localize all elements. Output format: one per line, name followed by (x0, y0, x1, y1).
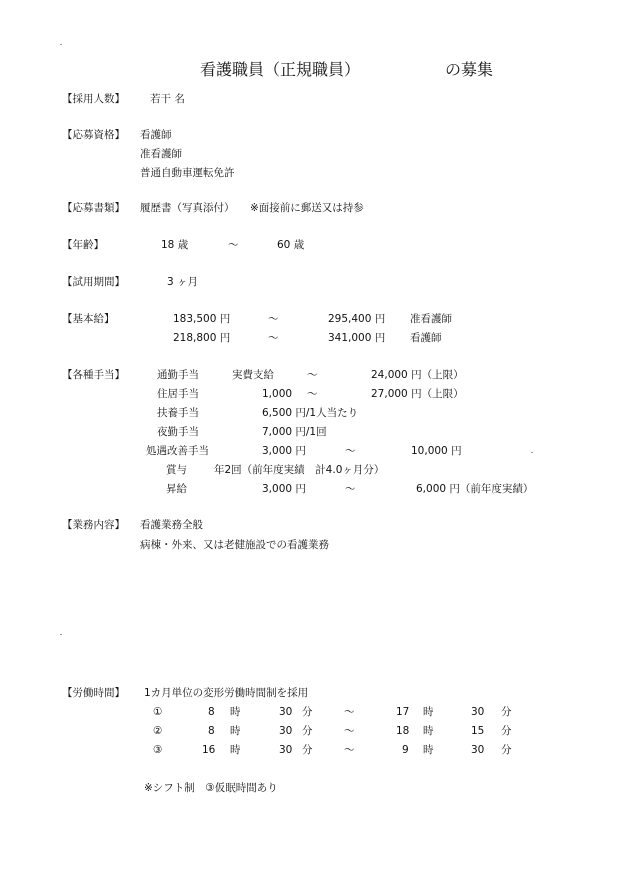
commute-allowance-tilde: ～ (307, 369, 318, 381)
shift-start-minute: 30 (279, 725, 293, 737)
shift-start-minute: 30 (279, 744, 293, 756)
allowances-label: 【各種手当】 (62, 369, 125, 381)
documents-note: ※面接前に郵送又は持参 (250, 202, 364, 214)
hours-note: ※シフト制 ③仮眠時間あり (144, 782, 278, 794)
base-salary-role: 看護師 (410, 332, 442, 344)
shift-number: ③ (153, 744, 163, 756)
shift-minute-unit: 分 (501, 744, 512, 756)
shift-tilde: ～ (344, 725, 355, 737)
shift-minute-unit: 分 (302, 725, 313, 737)
shift-number: ② (153, 725, 163, 737)
shift-hour-unit: 時 (230, 744, 241, 756)
base-salary-tilde: ～ (268, 313, 279, 325)
shift-end-hour: 17 (396, 706, 410, 718)
qualification-item: 普通自動車運転免許 (140, 167, 235, 179)
shift-hour-unit: 時 (423, 725, 434, 737)
improvement-allowance-name: 処遇改善手当 (146, 445, 209, 457)
dependent-allowance-value: 6,500 円/1人当たり (262, 407, 359, 419)
base-salary-tilde: ～ (268, 332, 279, 344)
scan-speck (531, 452, 533, 453)
night-allowance-value: 7,000 円/1回 (262, 426, 327, 438)
housing-allowance-name: 住居手当 (157, 388, 199, 400)
shift-hour-unit: 時 (423, 706, 434, 718)
qualification-label: 【応募資格】 (62, 129, 125, 141)
housing-allowance-tilde: ～ (307, 388, 318, 400)
probation-label: 【試用期間】 (62, 276, 125, 288)
age-to: 60 歳 (277, 239, 305, 251)
documents-label: 【応募書類】 (62, 202, 125, 214)
scan-speck (60, 634, 62, 635)
shift-hour-unit: 時 (230, 706, 241, 718)
improvement-allowance-to: 10,000 円 (411, 445, 462, 457)
shift-minute-unit: 分 (302, 744, 313, 756)
shift-end-minute: 30 (471, 706, 485, 718)
base-salary-role: 准看護師 (410, 313, 452, 325)
raise-name: 昇給 (166, 483, 187, 495)
age-from: 18 歳 (161, 239, 189, 251)
housing-allowance-max: 27,000 円（上限） (371, 388, 464, 400)
documents-value: 履歴書（写真添付） (140, 202, 235, 214)
duties-item: 病棟・外来、又は老健施設での看護業務 (140, 539, 329, 551)
qualification-item: 看護師 (140, 129, 172, 141)
commute-allowance-max: 24,000 円（上限） (371, 369, 464, 381)
bonus-name: 賞与 (166, 464, 187, 476)
improvement-allowance-tilde: ～ (345, 445, 356, 457)
shift-minute-unit: 分 (302, 706, 313, 718)
raise-from: 3,000 円 (262, 483, 306, 495)
shift-tilde: ～ (344, 744, 355, 756)
night-allowance-name: 夜勤手当 (157, 426, 199, 438)
recruit-count-label: 【採用人数】 (62, 93, 125, 105)
duties-item: 看護業務全般 (140, 519, 203, 531)
housing-allowance-from: 1,000 (262, 388, 293, 400)
age-tilde: ～ (228, 239, 239, 251)
hours-intro: 1カ月単位の変形労働時間制を採用 (144, 687, 309, 699)
shift-hour-unit: 時 (230, 725, 241, 737)
recruit-count-value: 若干 名 (150, 93, 185, 105)
shift-end-minute: 15 (471, 725, 485, 737)
shift-start-hour: 8 (208, 725, 215, 737)
page-title: 看護職員（正規職員） (200, 60, 361, 79)
shift-end-hour: 18 (396, 725, 410, 737)
qualification-item: 准看護師 (140, 148, 182, 160)
duties-label: 【業務内容】 (62, 519, 125, 531)
shift-tilde: ～ (344, 706, 355, 718)
hours-label: 【労働時間】 (62, 687, 125, 699)
age-label: 【年齢】 (62, 239, 104, 251)
base-salary-label: 【基本給】 (62, 313, 115, 325)
probation-value: 3 ヶ月 (167, 276, 199, 288)
scan-speck (60, 44, 62, 45)
shift-end-hour: 9 (402, 744, 409, 756)
shift-end-minute: 30 (471, 744, 485, 756)
commute-allowance-value: 実費支給 (232, 369, 274, 381)
shift-start-minute: 30 (279, 706, 293, 718)
base-salary-from: 183,500 円 (173, 313, 231, 325)
bonus-value: 年2回（前年度実績 計4.0ヶ月分） (214, 464, 385, 476)
base-salary-to: 341,000 円 (328, 332, 386, 344)
shift-number: ① (153, 706, 163, 718)
shift-minute-unit: 分 (501, 725, 512, 737)
shift-minute-unit: 分 (501, 706, 512, 718)
raise-to: 6,000 円（前年度実績） (416, 483, 534, 495)
base-salary-to: 295,400 円 (328, 313, 386, 325)
shift-start-hour: 16 (202, 744, 216, 756)
dependent-allowance-name: 扶養手当 (157, 407, 199, 419)
commute-allowance-name: 通勤手当 (157, 369, 199, 381)
base-salary-from: 218,800 円 (173, 332, 231, 344)
improvement-allowance-from: 3,000 円 (262, 445, 306, 457)
shift-hour-unit: 時 (423, 744, 434, 756)
page-title-suffix: の募集 (445, 60, 494, 79)
raise-tilde: ～ (345, 483, 356, 495)
shift-start-hour: 8 (208, 706, 215, 718)
